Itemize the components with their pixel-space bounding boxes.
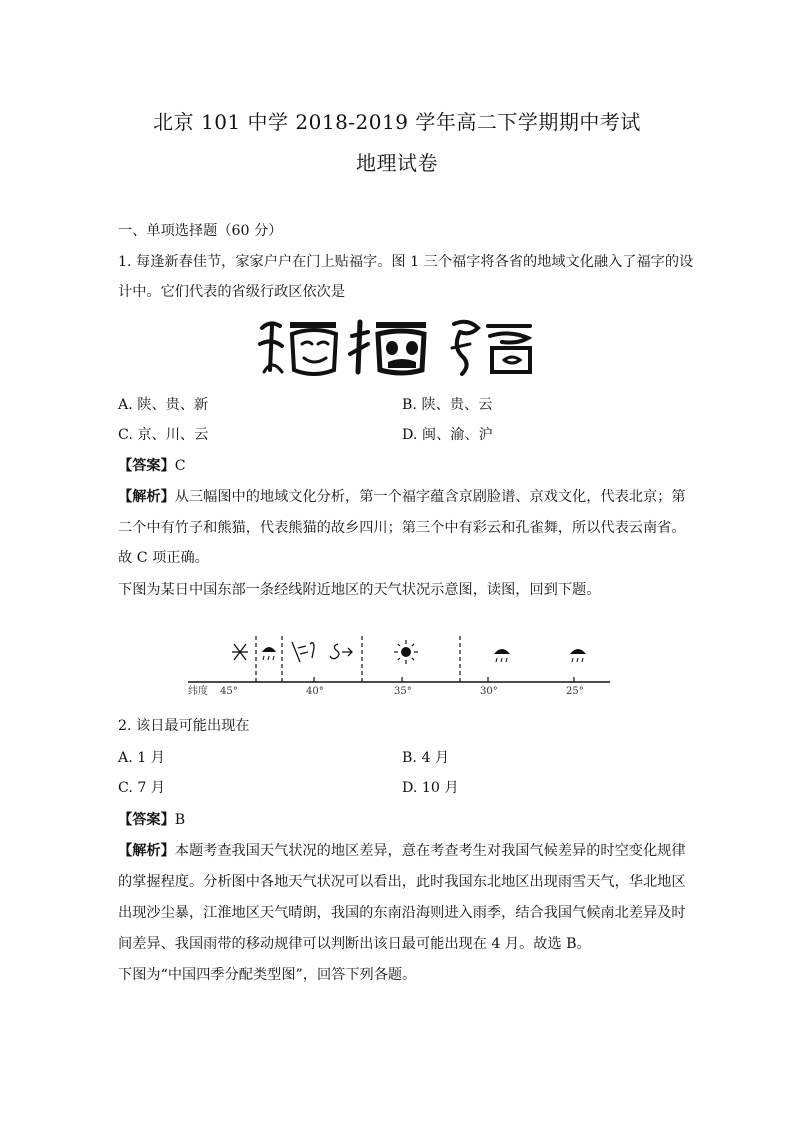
fu-beijing-opera-icon: [260, 322, 336, 374]
fu-sichuan-panda-icon: [350, 322, 426, 373]
q1-analysis-line1: [118, 487, 688, 507]
section-heading: 一、单项选择题（60 分）: [118, 223, 283, 239]
q1-option-a: A. 陕、贵、新: [118, 397, 209, 413]
q1-answer: [118, 456, 688, 476]
snowflake-icon: [232, 644, 248, 660]
rain-icon-30: [494, 649, 510, 662]
q2-stem: 2. 该日最可能出现在: [118, 718, 250, 734]
q2-analysis-line3: 出现沙尘暴，江淮地区天气晴朗，我国的东南沿海则进入雨季，结合我国气候南北差异及时: [118, 905, 686, 921]
q1-answer-label: 【答案】: [118, 458, 175, 474]
weather-diagram: [186, 630, 616, 700]
q1-analysis-label: 【解析】: [118, 489, 175, 505]
q1-answer-value: C: [174, 458, 186, 474]
q2-option-d: D. 10 月: [402, 780, 459, 796]
fu-yunnan-peacock-icon: [452, 322, 530, 374]
q1-stem-line2: 计中。它们代表的省级行政区依次是: [118, 284, 346, 300]
tick-25: 25°: [566, 686, 584, 697]
tick-35: 35°: [394, 686, 412, 697]
rain-snow-icon: [262, 647, 276, 660]
rain-icon-25: [570, 649, 586, 662]
q3-intro: 下图为“中国四季分配类型图”，回答下列各题。: [118, 967, 417, 983]
q1-stem-line1: 1. 每逢新春佳节，家家户户在门上贴福字。图 1 三个福字将各省的地域文化融入了福字的设: [118, 254, 694, 270]
q2-analysis-line2: 的掌握程度。分析图中各地天气状况可以看出，此时我国东北地区出现雨雪天气，华北地区: [118, 874, 686, 890]
q1-analysis-text1: 从三幅图中的地域文化分析，第一个福字蕴含京剧脸谱、京戏文化，代表北京；第: [174, 489, 686, 505]
q2-answer: [118, 810, 688, 830]
q1-analysis-line2: 二个中有竹子和熊猫，代表熊猫的故乡四川；第三个中有彩云和孔雀舞，所以代表云南省。: [118, 520, 686, 536]
axis-label-latitude: 纬度: [188, 686, 208, 697]
tick-40: 40°: [306, 686, 324, 697]
tick-30: 30°: [480, 686, 498, 697]
q1-option-c: C. 京、川、云: [118, 427, 209, 443]
sandstorm-icon: [292, 642, 314, 662]
q2-option-c: C. 7 月: [118, 780, 166, 796]
q2-answer-label: 【答案】: [118, 812, 175, 828]
q1-analysis-line3: 故 C 项正确。: [118, 550, 209, 566]
floating-dust-icon: [330, 644, 352, 659]
q1-option-b: B. 陕、贵、云: [402, 397, 493, 413]
tick-45: 45°: [220, 686, 238, 697]
fu-characters-figure: [256, 314, 538, 376]
q2-analysis-text1: 本题考查我国天气状况的地区差异，意在考查考生对我国气候差异的时空变化规律: [174, 843, 686, 859]
q2-analysis-line1: [118, 841, 688, 861]
q1-option-d: D. 闽、渝、沪: [402, 427, 493, 443]
q2-option-b: B. 4 月: [402, 750, 450, 766]
q2-answer-value: B: [174, 812, 186, 828]
sunny-icon: [394, 640, 418, 664]
region-dividers: [256, 636, 460, 682]
q2-option-a: A. 1 月: [118, 750, 165, 766]
exam-subtitle: 地理试卷: [356, 151, 438, 175]
q2-analysis-label: 【解析】: [118, 843, 175, 859]
exam-title: 北京 101 中学 2018-2019 学年高二下学期期中考试: [153, 110, 641, 134]
q2-analysis-line4: 间差异、我国雨带的移动规律可以判断出该日最可能出现在 4 月。故选 B。: [118, 936, 591, 952]
q2-intro: 下图为某日中国东部一条经线附近地区的天气状况示意图，读图，回到下题。: [118, 582, 601, 598]
